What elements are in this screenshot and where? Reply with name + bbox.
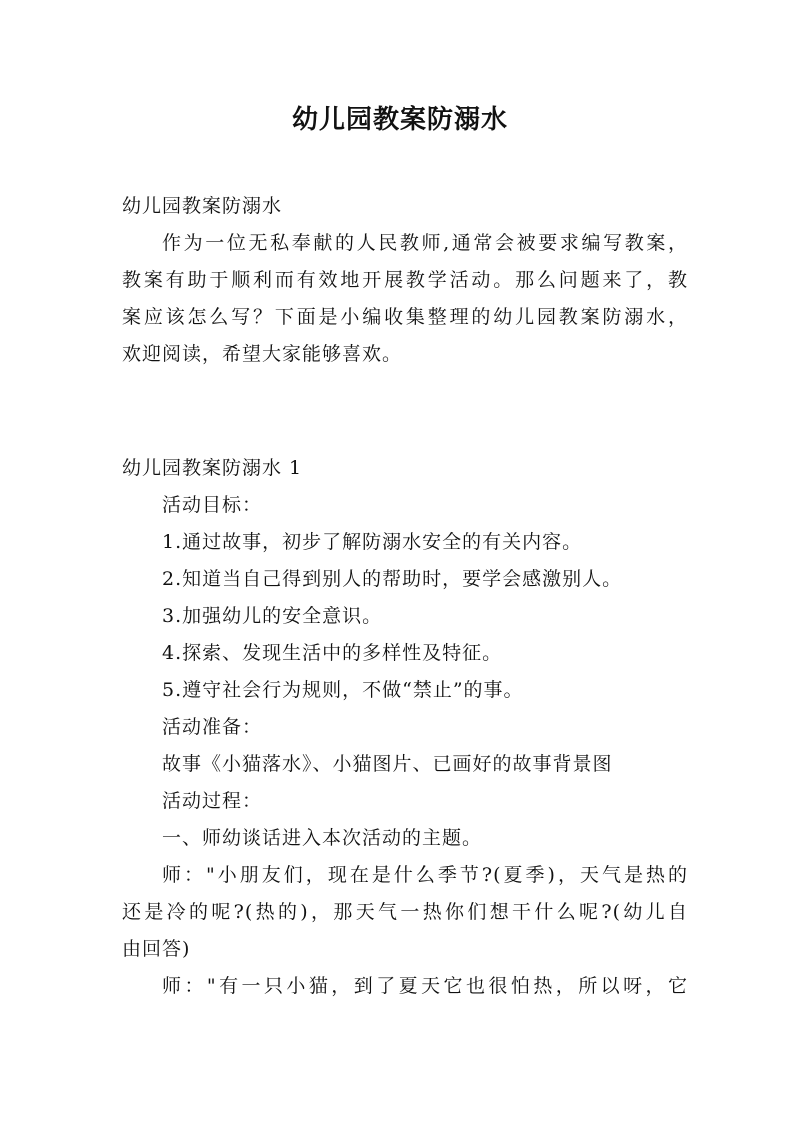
intro-line-2: 教案有助于顺利而有效地开展教学活动。那么问题来了，教 (122, 269, 688, 291)
goal-item-5: 5.遵守社会行为规则，不做“禁止”的事。 (162, 679, 524, 701)
process-label: 活动过程： (162, 790, 263, 812)
goal-item-4: 4.探索、发现生活中的多样性及特征。 (162, 642, 503, 664)
dialog-1-line-1: 师："小朋友们，现在是什么季节?(夏季)，天气是热的 (162, 864, 688, 886)
intro-line-4: 欢迎阅读，希望大家能够喜欢。 (122, 343, 403, 365)
intro-line-3: 案应该怎么写？下面是小编收集整理的幼儿园教案防溺水， (122, 306, 688, 328)
dialog-1-line-3: 由回答) (122, 938, 191, 960)
prep-label: 活动准备： (162, 716, 263, 738)
document-title: 幼儿园教案防溺水 (291, 105, 508, 135)
dialog-1-line-2: 还是冷的呢?(热的)，那天气一热你们想干什么呢?(幼儿自 (122, 901, 688, 923)
goal-item-2: 2.知道当自己得到别人的帮助时，要学会感激别人。 (162, 568, 623, 590)
goals-label: 活动目标： (162, 494, 263, 516)
goal-item-1: 1.通过故事，初步了解防溺水安全的有关内容。 (162, 531, 583, 553)
process-step-1: 一、师幼谈话进入本次活动的主题。 (162, 827, 483, 849)
section-heading: 幼儿园教案防溺水 1 (122, 457, 303, 479)
prep-text: 故事《小猫落水》、小猫图片、已画好的故事背景图 (162, 753, 613, 775)
intro-line-1: 作为一位无私奉献的人民教师,通常会被要求编写教案， (162, 232, 688, 254)
dialog-2-line-1: 师："有一只小猫，到了夏天它也很怕热，所以呀，它 (162, 975, 688, 997)
intro-heading: 幼儿园教案防溺水 (122, 195, 283, 217)
goal-item-3: 3.加强幼儿的安全意识。 (162, 605, 383, 627)
